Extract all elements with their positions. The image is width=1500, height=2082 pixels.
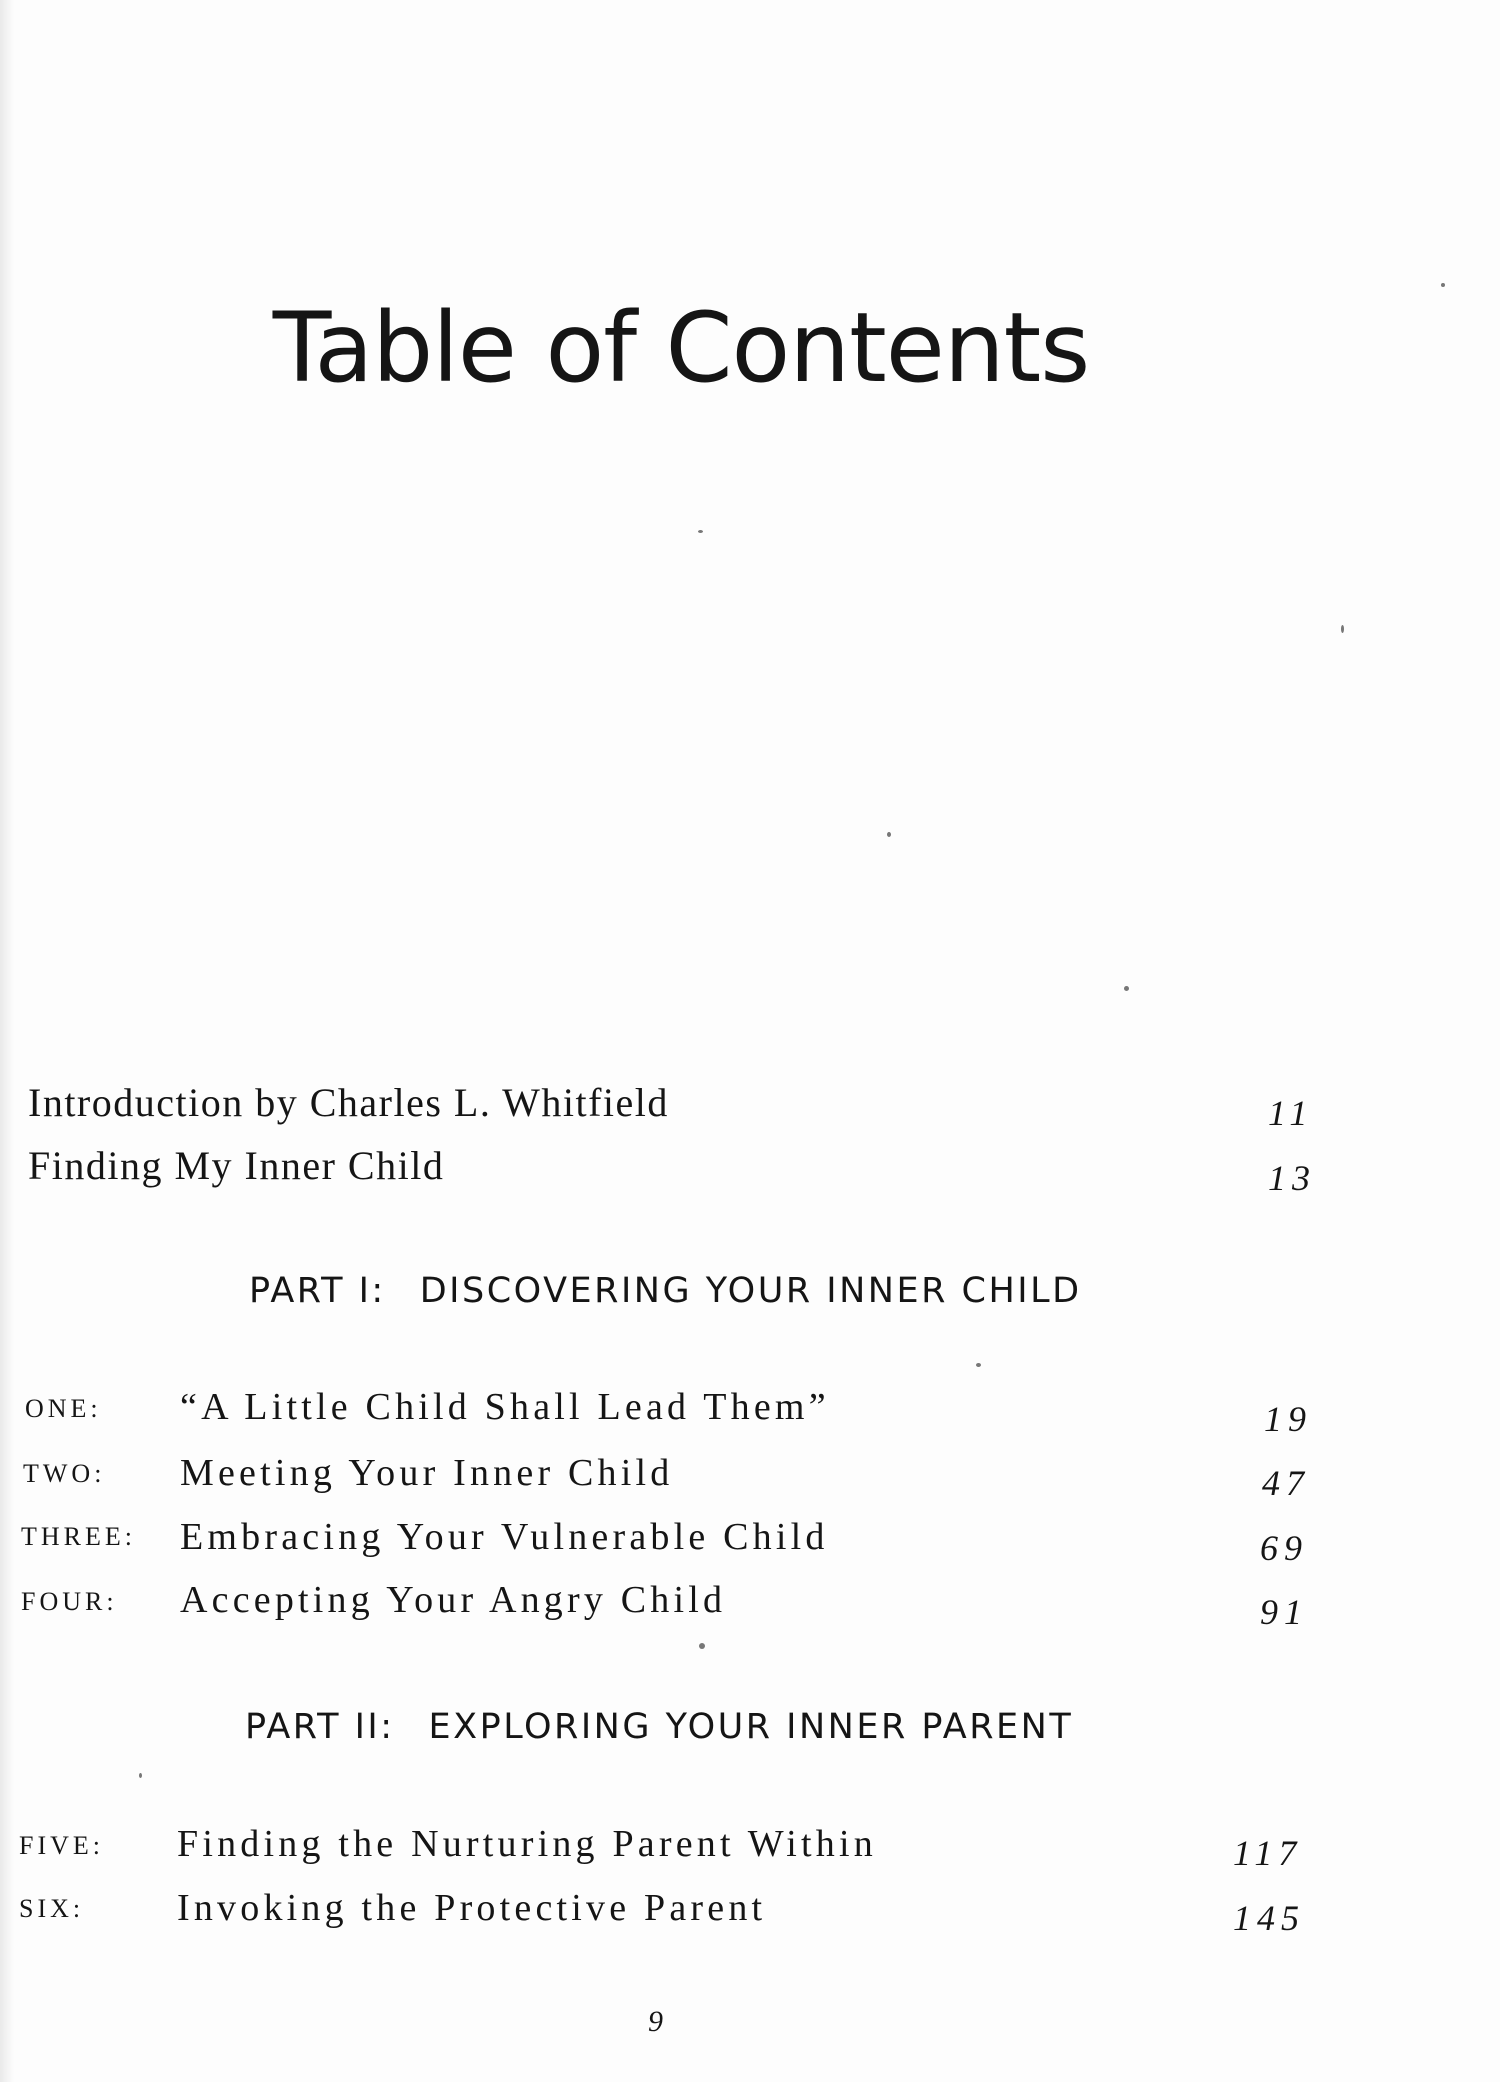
chapter-number-four: FOUR: [21,1587,118,1616]
page-folio-number: 9 [648,2005,663,2038]
part-two-label: PART II: [245,1707,395,1747]
scan-speck [139,1773,142,1778]
chapter-page-six: 145 [1233,1898,1305,1938]
chapter-page-two: 47 [1262,1463,1310,1503]
chapter-page-five: 117 [1233,1833,1303,1873]
scan-speck [699,1643,705,1649]
part-two-title: EXPLORING YOUR INNER PARENT [428,1707,1074,1747]
part-one-label: PART I: [249,1271,386,1311]
chapter-title-five: Finding the Nurturing Parent Within [177,1823,877,1865]
toc-entry-introduction-title: Introduction by Charles L. Whitfield [28,1080,669,1125]
part-one-heading [249,1271,1082,1311]
scan-speck [1341,625,1344,633]
toc-entry-introduction-page: 11 [1268,1093,1314,1133]
page-title: Table of Contents [272,292,1090,404]
chapter-title-three: Embracing Your Vulnerable Child [180,1516,829,1558]
chapter-number-six: SIX: [19,1894,85,1923]
scan-speck [1441,283,1445,287]
chapter-title-four: Accepting Your Angry Child [180,1579,727,1621]
chapter-page-three: 69 [1260,1528,1308,1568]
chapter-title-two: Meeting Your Inner Child [180,1452,674,1494]
chapter-page-one: 19 [1264,1399,1312,1439]
chapter-title-one: “A Little Child Shall Lead Them” [180,1386,830,1428]
toc-entry-finding-title: Finding My Inner Child [28,1143,445,1188]
toc-entry-finding-page: 13 [1268,1158,1316,1198]
chapter-number-one: ONE: [25,1394,102,1423]
chapter-page-four: 91 [1260,1592,1308,1632]
chapter-title-six: Invoking the Protective Parent [177,1887,767,1929]
scan-speck [976,1363,981,1367]
scan-speck [698,530,703,533]
scan-speck [887,832,891,837]
chapter-number-five: FIVE: [19,1831,104,1860]
part-one-title: DISCOVERING YOUR INNER CHILD [419,1271,1082,1311]
chapter-number-three: THREE: [21,1522,136,1551]
scan-speck [1124,986,1129,991]
chapter-number-two: TWO: [23,1459,106,1488]
part-two-heading [245,1707,1074,1747]
